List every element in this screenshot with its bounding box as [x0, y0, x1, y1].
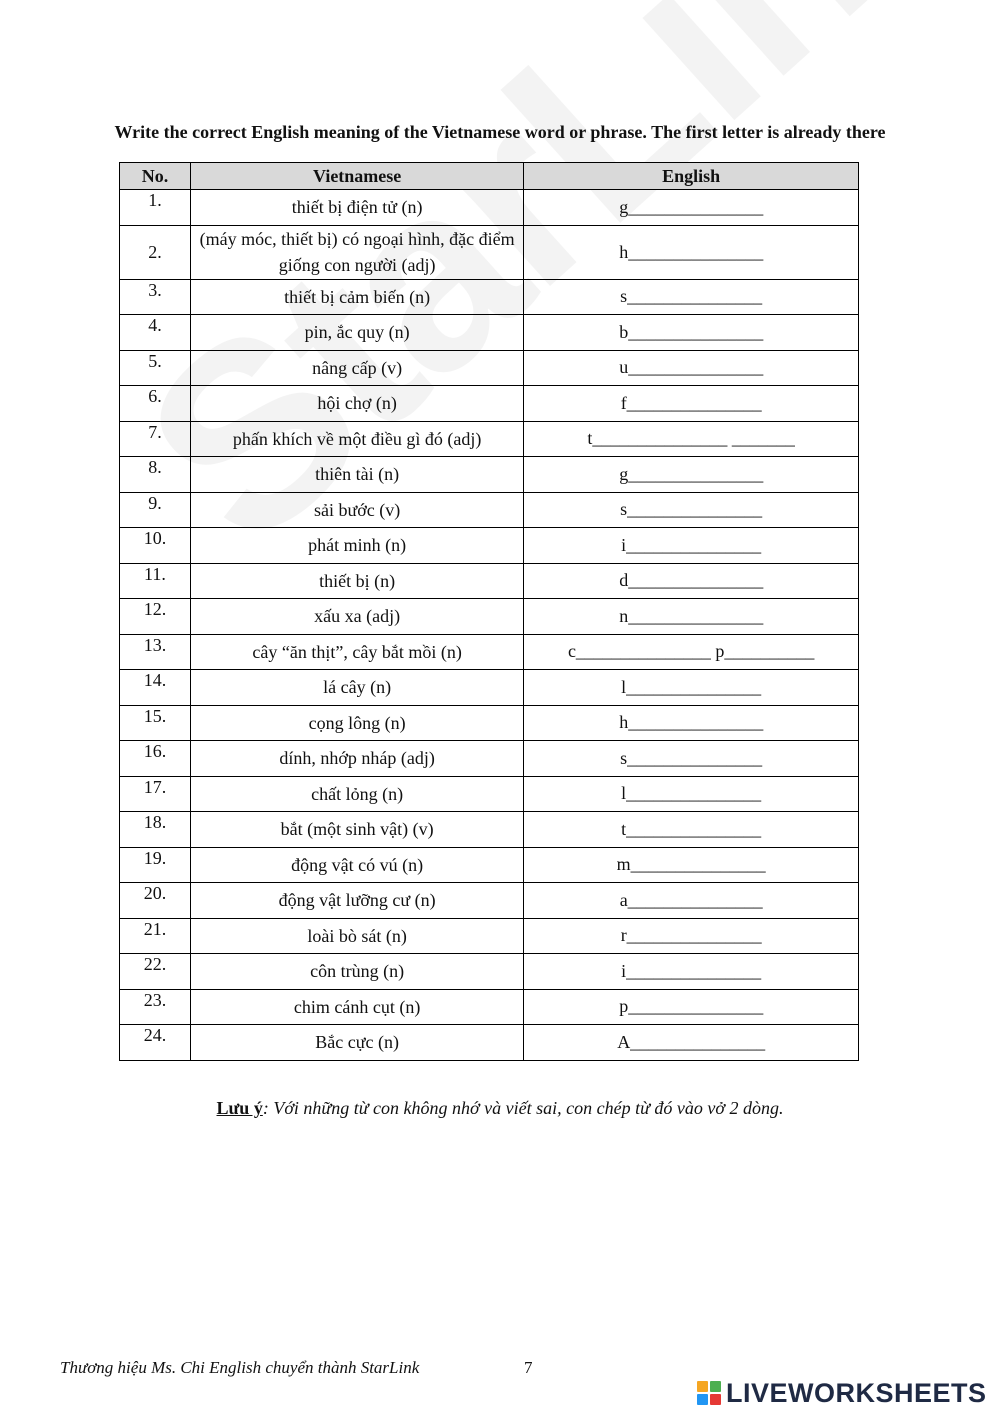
- row-number: 15.: [120, 705, 191, 741]
- row-number: 5.: [120, 350, 191, 386]
- vietnamese-term: côn trùng (n): [190, 954, 523, 990]
- row-number: 11.: [120, 563, 191, 599]
- english-answer-blank[interactable]: i_______________: [524, 528, 859, 564]
- row-number: 17.: [120, 776, 191, 812]
- table-row: [120, 705, 859, 741]
- table-row: [120, 634, 859, 670]
- liveworksheets-logo-text: LIVEWORKSHEETS: [726, 1377, 987, 1408]
- vietnamese-term: nâng cấp (v): [190, 350, 523, 386]
- english-answer-blank[interactable]: i_______________: [524, 954, 859, 990]
- english-answer-blank[interactable]: p_______________: [524, 989, 859, 1025]
- row-number: 8.: [120, 457, 191, 493]
- table-row: [120, 847, 859, 883]
- row-number: 18.: [120, 812, 191, 848]
- english-answer-blank[interactable]: s_______________: [524, 492, 859, 528]
- english-answer-blank[interactable]: h_______________: [524, 705, 859, 741]
- vietnamese-term: (máy móc, thiết bị) có ngoại hình, đặc điểm giống con người (adj): [190, 225, 523, 279]
- vietnamese-term: phấn khích về một điều gì đó (adj): [190, 421, 523, 457]
- vietnamese-term: chim cánh cụt (n): [190, 989, 523, 1025]
- table-row: [120, 954, 859, 990]
- english-answer-blank[interactable]: n_______________: [524, 599, 859, 635]
- english-answer-blank[interactable]: l_______________: [524, 670, 859, 706]
- english-answer-blank[interactable]: m_______________: [524, 847, 859, 883]
- vietnamese-term: loài bò sát (n): [190, 918, 523, 954]
- row-number: 13.: [120, 634, 191, 670]
- english-answer-blank[interactable]: b_______________: [524, 315, 859, 351]
- table-row: [120, 350, 859, 386]
- table-row: [120, 670, 859, 706]
- vietnamese-term: sải bước (v): [190, 492, 523, 528]
- header-english: English: [524, 163, 859, 190]
- row-number: 16.: [120, 741, 191, 777]
- english-answer-blank[interactable]: g_______________: [524, 190, 859, 226]
- vietnamese-term: dính, nhớp nháp (adj): [190, 741, 523, 777]
- vietnamese-term: thiết bị điện tử (n): [190, 190, 523, 226]
- vietnamese-term: cọng lông (n): [190, 705, 523, 741]
- english-answer-blank[interactable]: s_______________: [524, 741, 859, 777]
- vietnamese-term: bắt (một sinh vật) (v): [190, 812, 523, 848]
- vietnamese-term: cây “ăn thịt”, cây bắt mồi (n): [190, 634, 523, 670]
- instruction-heading: Write the correct English meaning of the Vietnamese word or phrase. The first letter is already there: [114, 122, 886, 142]
- english-answer-blank[interactable]: t_______________ _______: [524, 421, 859, 457]
- row-number: 10.: [120, 528, 191, 564]
- english-answer-blank[interactable]: c_______________ p__________: [524, 634, 859, 670]
- vietnamese-term: pin, ắc quy (n): [190, 315, 523, 351]
- row-number: 24.: [120, 1025, 191, 1061]
- table-row: [120, 225, 859, 279]
- table-row: [120, 741, 859, 777]
- note-text: : Với những từ con không nhớ và viết sai, con chép từ đó vào vở 2 dòng.: [262, 1098, 784, 1118]
- english-answer-blank[interactable]: s_______________: [524, 279, 859, 315]
- table-row: [120, 989, 859, 1025]
- table-row: [120, 918, 859, 954]
- table-row: [120, 457, 859, 493]
- vietnamese-term: Bắc cực (n): [190, 1025, 523, 1061]
- row-number: 2.: [120, 225, 191, 279]
- english-answer-blank[interactable]: a_______________: [524, 883, 859, 919]
- vietnamese-term: phát minh (n): [190, 528, 523, 564]
- row-number: 20.: [120, 883, 191, 919]
- liveworksheets-logo[interactable]: [697, 1378, 987, 1408]
- table-row: [120, 279, 859, 315]
- row-number: 12.: [120, 599, 191, 635]
- table-row: [120, 812, 859, 848]
- vietnamese-term: thiết bị cảm biến (n): [190, 279, 523, 315]
- row-number: 4.: [120, 315, 191, 351]
- row-number: 19.: [120, 847, 191, 883]
- english-answer-blank[interactable]: f_______________: [524, 386, 859, 422]
- table-row: [120, 1025, 859, 1061]
- table-row: [120, 315, 859, 351]
- page-number: 7: [524, 1358, 533, 1377]
- header-vietnamese: Vietnamese: [190, 163, 523, 190]
- vietnamese-term: động vật có vú (n): [190, 847, 523, 883]
- table-row: [120, 883, 859, 919]
- row-number: 21.: [120, 918, 191, 954]
- vietnamese-term: lá cây (n): [190, 670, 523, 706]
- table-row: [120, 563, 859, 599]
- english-answer-blank[interactable]: d_______________: [524, 563, 859, 599]
- english-answer-blank[interactable]: A_______________: [524, 1025, 859, 1061]
- english-answer-blank[interactable]: l_______________: [524, 776, 859, 812]
- header-no: No.: [120, 163, 191, 190]
- row-number: 9.: [120, 492, 191, 528]
- row-number: 22.: [120, 954, 191, 990]
- english-answer-blank[interactable]: r_______________: [524, 918, 859, 954]
- logo-square-icon: [710, 1394, 721, 1405]
- note: [0, 1098, 1000, 1119]
- row-number: 3.: [120, 279, 191, 315]
- row-number: 1.: [120, 190, 191, 226]
- table-row: [120, 190, 859, 226]
- vietnamese-term: động vật lưỡng cư (n): [190, 883, 523, 919]
- table-row: [120, 599, 859, 635]
- row-number: 23.: [120, 989, 191, 1025]
- vietnamese-term: xấu xa (adj): [190, 599, 523, 635]
- table-row: [120, 421, 859, 457]
- vietnamese-term: hội chợ (n): [190, 386, 523, 422]
- vietnamese-term: thiết bị (n): [190, 563, 523, 599]
- english-answer-blank[interactable]: g_______________: [524, 457, 859, 493]
- row-number: 14.: [120, 670, 191, 706]
- note-label: Lưu ý: [216, 1098, 263, 1118]
- table-header-row: [120, 163, 859, 190]
- logo-square-icon: [697, 1394, 708, 1405]
- logo-square-icon: [697, 1381, 708, 1392]
- english-answer-blank[interactable]: h_______________: [524, 225, 859, 279]
- footer-brand: Thương hiệu Ms. Chi English chuyển thành StarLink: [60, 1358, 420, 1377]
- table-row: [120, 492, 859, 528]
- row-number: 7.: [120, 421, 191, 457]
- table-row: [120, 776, 859, 812]
- table-row: [120, 386, 859, 422]
- english-answer-blank[interactable]: u_______________: [524, 350, 859, 386]
- table-row: [120, 528, 859, 564]
- vietnamese-term: thiên tài (n): [190, 457, 523, 493]
- logo-square-icon: [710, 1381, 721, 1392]
- liveworksheets-logo-icon: [697, 1381, 721, 1405]
- row-number: 6.: [120, 386, 191, 422]
- english-answer-blank[interactable]: t_______________: [524, 812, 859, 848]
- vietnamese-term: chất lỏng (n): [190, 776, 523, 812]
- vocabulary-table: [119, 162, 859, 1061]
